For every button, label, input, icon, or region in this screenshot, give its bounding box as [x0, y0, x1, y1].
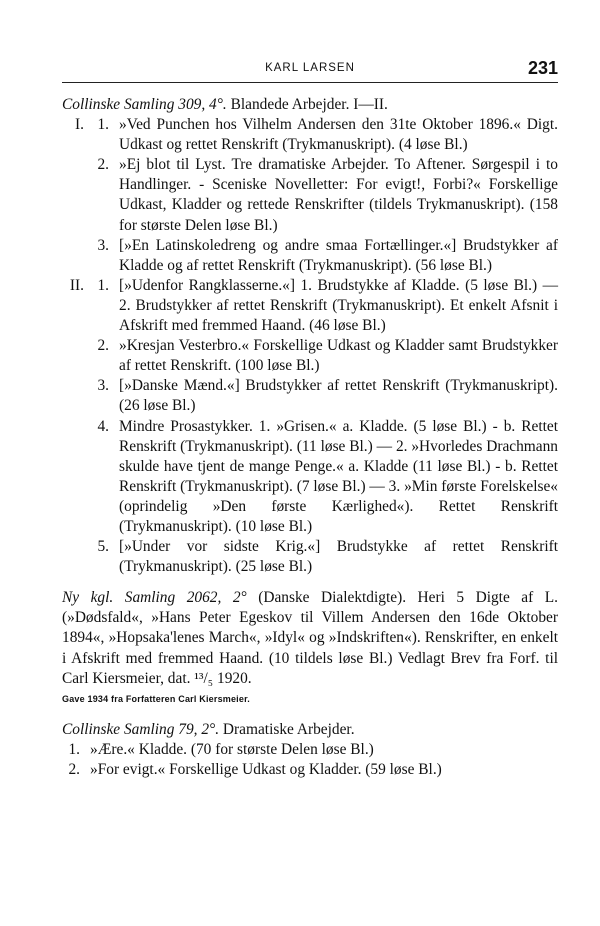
collection-reference: Ny kgl. Samling 2062, 2°: [62, 589, 247, 607]
item-number: 1.: [97, 116, 109, 134]
item-text: »Ej blot til Lyst. Tre dramatiske Arbejder. To Aftener. Sørgespil i to Handlinger. - Sceniske Novelletter: For evigt!, Forbi?« Forskellige Udkast, Kladder og rettede Renskrifter (tildels Trykmanuskript). (158 for største Delen løse Bl.): [119, 156, 558, 234]
entry-title: [62, 95, 558, 115]
list-item: [62, 760, 558, 780]
list-item: [62, 537, 558, 577]
item-text: [»Danske Mænd.«] Brudstykker af rettet Renskrift (Trykmanuskript). (26 løse Bl.): [119, 377, 558, 415]
roman-numeral: II.: [69, 276, 84, 294]
item-text: [»Under vor sidste Krig.«] Brudstykke af rettet Renskrift (Trykmanuskript). (25 løse Bl.): [119, 538, 558, 576]
list-item: [62, 376, 558, 416]
entry-description: Dramatiske Arbejder.: [219, 720, 355, 738]
entry-item-list: [62, 115, 558, 577]
entry-ny-kgl-2062: [62, 588, 558, 709]
item-text: »Kresjan Vesterbro.« Forskellige Udkast og Kladder samt Brudstykker af rettet Renskrift. (100 løse Bl.): [119, 337, 558, 375]
page-body: [62, 95, 558, 791]
item-text: »For evigt.« Forskellige Udkast og Kladder. (59 løse Bl.): [90, 761, 442, 778]
collection-reference: Collinske Samling 309, 4°.: [62, 96, 227, 113]
item-text: »Ære.« Kladde. (70 for største Delen løse Bl.): [90, 740, 374, 758]
item-text: [»En Latinskoledreng og andre smaa Fortællinger.«] Brudstykker af Kladde og af rettet Renskrift (Trykmanuskript). (56 løse Bl.): [119, 236, 558, 274]
collection-reference: Collinske Samling 79, 2°.: [62, 720, 220, 738]
running-header: [62, 58, 558, 82]
list-item: [62, 115, 558, 155]
list-item: [62, 740, 558, 760]
list-item: [62, 336, 558, 376]
item-number: 2.: [97, 156, 109, 174]
page-number: 231: [527, 58, 558, 78]
list-item: [62, 236, 558, 276]
item-text: »Ved Punchen hos Vilhelm Andersen den 31te Oktober 1896.« Digt. Udkast og rettet Renskrift (Trykmanuskript). (4 løse Bl.): [119, 116, 558, 154]
entry-collinske-79: [62, 720, 558, 780]
entry-item-list: [62, 740, 558, 780]
item-number: 2.: [68, 761, 80, 778]
entry-description: Blandede Arbejder. I—II.: [226, 96, 388, 113]
running-head-author: KARL LARSEN: [265, 62, 355, 74]
entry-paragraph: [62, 588, 558, 688]
list-item: [62, 417, 558, 538]
header-rule: [62, 82, 558, 83]
item-number: 3.: [97, 377, 109, 395]
entry-description: (Danske Dialektdigte). Heri 5 Digte af L. (»Dødsfald«, »Hans Peter Egeskov til Villem Andersen den 16de Oktober 1894«, »Hopsaka'lenes March«, »Idyl« og »Indskriften«). Renskrifter, en enkelt i Afskrift med fremmed Haand. (10 tildels løse Bl.) Vedlagt Brev fra Forf. til Carl Kiersmeier, dat. ¹³/₅ 1920.: [62, 589, 558, 687]
item-text: [»Udenfor Rangklasserne.«] 1. Brudstykke af Kladde. (5 løse Bl.) — 2. Brudstykker af rettet Renskrift (Trykmanuskript). Et enkelt Afsnit i Afskrift med fremmed Haand. (46 løse Bl.): [119, 276, 558, 335]
roman-numeral: I.: [75, 116, 84, 134]
item-text: Mindre Prosastykker. 1. »Grisen.« a. Kladde. (5 løse Bl.) - b. Rettet Renskrift (Trykmanuskript). (11 løse Bl.) — 2. »Hvorledes Drachmann skulde have tjent de mange Penge.« a. Kladde (11 løse Bl.) - b. Rettet Renskrift (Trykmanuskript). (7 løse Bl.) — 3. »Min første Forelskelse« (oprindelig »Den første Kærlighed«). Rettet Renskrift (Trykmanuskript). (10 løse Bl.): [119, 417, 558, 535]
item-number: 5.: [97, 538, 109, 556]
entry-title: [62, 720, 558, 740]
item-number: 4.: [97, 417, 109, 435]
item-number: 3.: [97, 236, 109, 254]
item-number: 1.: [68, 740, 80, 758]
entry-collinske-309: [62, 95, 558, 577]
list-item: [62, 155, 558, 235]
item-number: 1.: [97, 276, 109, 294]
gift-note: Gave 1934 fra Forfatteren Carl Kiersmeier.: [62, 693, 250, 704]
item-number: 2.: [97, 337, 109, 355]
list-item: [62, 276, 558, 336]
